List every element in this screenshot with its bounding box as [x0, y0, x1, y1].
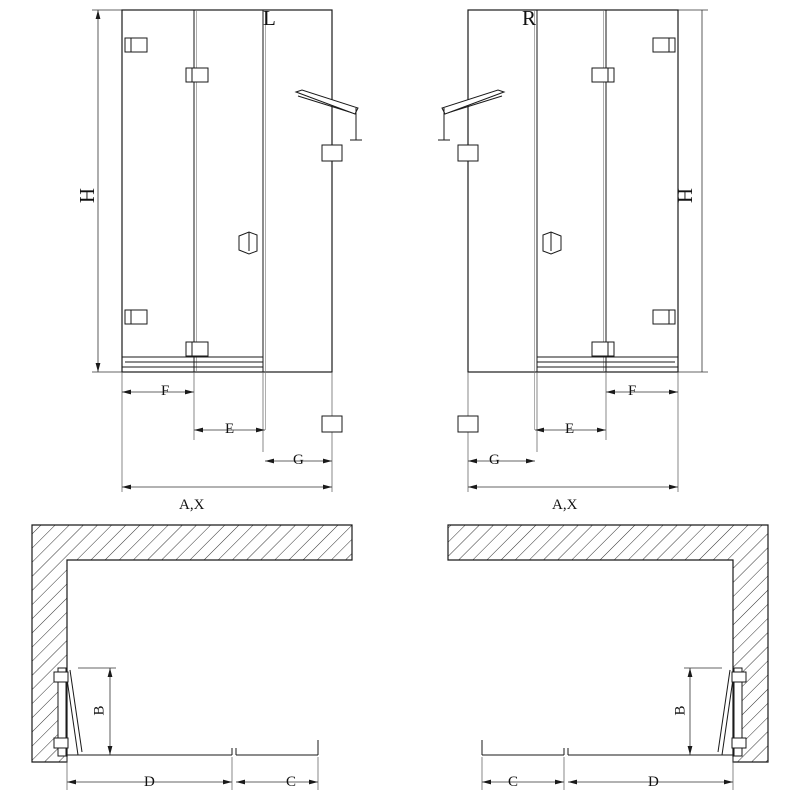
door-handle-right	[543, 232, 561, 254]
dims-plan-left	[67, 757, 318, 790]
wall-hatch-left	[32, 525, 352, 762]
dim-depth-right	[684, 668, 722, 755]
dims-panels-right	[468, 372, 678, 461]
bottom-rail-right	[537, 357, 678, 367]
tray-outline-right	[482, 740, 733, 755]
panel-label-left-e: E	[225, 421, 235, 437]
panel-label-right-e: E	[565, 421, 575, 437]
door-handle-left	[239, 232, 257, 254]
dims-panels-left	[122, 372, 332, 461]
plan-dim-label-right-c: C	[508, 774, 519, 790]
plan-dim-label-right-d: D	[648, 774, 659, 790]
panel-label-left-g: G	[293, 452, 304, 468]
panel-label-left-f: F	[161, 383, 170, 399]
depth-label-right: B	[672, 705, 689, 716]
panel-label-right-f: F	[628, 383, 637, 399]
panel-label-right-g: G	[489, 452, 500, 468]
depth-label-left: B	[91, 705, 108, 716]
height-label-left: H	[75, 187, 100, 204]
enclosure-outline-right	[468, 6, 678, 492]
variant-label-left: L	[263, 6, 276, 30]
view-front-left	[92, 6, 362, 492]
stabilizer-bar-left	[296, 90, 362, 140]
view-plan-left	[32, 525, 352, 790]
view-front-right	[438, 6, 708, 492]
bottom-rail-left	[122, 357, 263, 367]
variant-label-right: R	[522, 6, 537, 30]
width-label-right: A,X	[552, 497, 578, 513]
stabilizer-bar-right	[438, 90, 504, 140]
enclosure-outline-left	[122, 6, 332, 492]
wall-hatch-right	[448, 525, 768, 762]
plan-dim-label-left-d: D	[144, 774, 155, 790]
plan-dim-label-left-c: C	[286, 774, 297, 790]
door-swing-left	[54, 668, 82, 756]
height-label-right: H	[673, 187, 698, 204]
width-label-left: A,X	[179, 497, 205, 513]
door-swing-right	[718, 668, 746, 756]
view-plan-right	[448, 525, 768, 790]
dims-plan-right	[482, 757, 733, 790]
tray-outline-left	[67, 740, 318, 755]
